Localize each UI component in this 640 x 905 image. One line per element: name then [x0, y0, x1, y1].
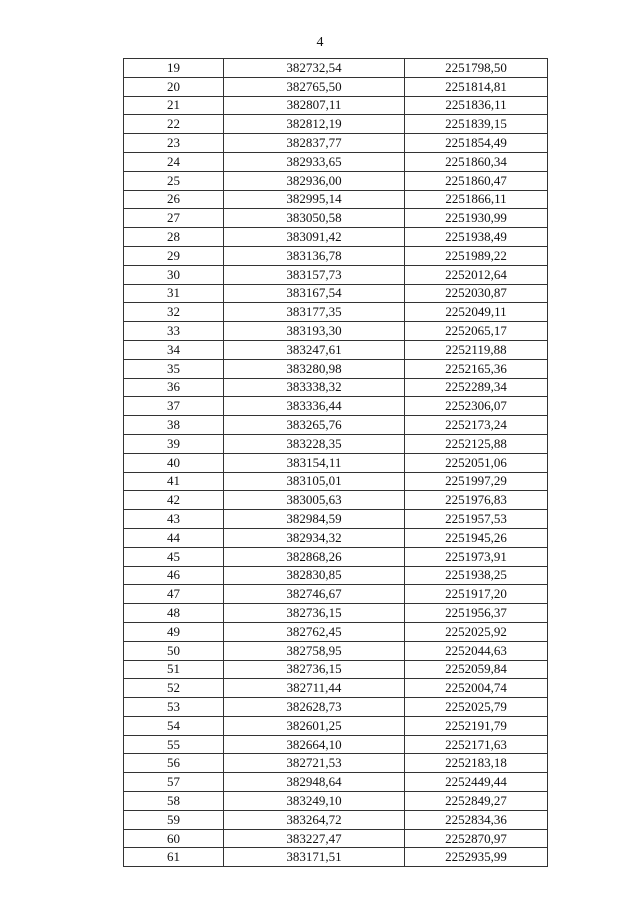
- point-number-cell: 60: [124, 829, 224, 848]
- y-coordinate-cell: 2251957,53: [405, 510, 548, 529]
- table-row: [124, 59, 548, 78]
- y-coordinate-cell: 2252012,64: [405, 265, 548, 284]
- point-number-cell: 26: [124, 190, 224, 209]
- x-coordinate-cell: 382984,59: [224, 510, 405, 529]
- x-coordinate-cell: 382948,64: [224, 773, 405, 792]
- point-number-cell: 54: [124, 716, 224, 735]
- table-row: [124, 660, 548, 679]
- table-row: [124, 434, 548, 453]
- table-row: [124, 228, 548, 247]
- y-coordinate-cell: 2252065,17: [405, 322, 548, 341]
- x-coordinate-cell: 382732,54: [224, 59, 405, 78]
- point-number-cell: 28: [124, 228, 224, 247]
- y-coordinate-cell: 2251956,37: [405, 604, 548, 623]
- point-number-cell: 19: [124, 59, 224, 78]
- point-number-cell: 33: [124, 322, 224, 341]
- point-number-cell: 58: [124, 792, 224, 811]
- table-row: [124, 303, 548, 322]
- y-coordinate-cell: 2252935,99: [405, 848, 548, 867]
- point-number-cell: 46: [124, 566, 224, 585]
- x-coordinate-cell: 383228,35: [224, 434, 405, 453]
- table-row: [124, 829, 548, 848]
- y-coordinate-cell: 2252191,79: [405, 716, 548, 735]
- y-coordinate-cell: 2251930,99: [405, 209, 548, 228]
- point-number-cell: 37: [124, 397, 224, 416]
- y-coordinate-cell: 2251989,22: [405, 246, 548, 265]
- point-number-cell: 55: [124, 735, 224, 754]
- x-coordinate-cell: 382934,32: [224, 528, 405, 547]
- point-number-cell: 25: [124, 171, 224, 190]
- y-coordinate-cell: 2252183,18: [405, 754, 548, 773]
- table-row: [124, 547, 548, 566]
- point-number-cell: 56: [124, 754, 224, 773]
- point-number-cell: 22: [124, 115, 224, 134]
- table-row: [124, 566, 548, 585]
- y-coordinate-cell: 2252051,06: [405, 453, 548, 472]
- x-coordinate-cell: 383265,76: [224, 416, 405, 435]
- x-coordinate-cell: 382807,11: [224, 96, 405, 115]
- y-coordinate-cell: 2251814,81: [405, 77, 548, 96]
- table-row: [124, 209, 548, 228]
- x-coordinate-cell: 383249,10: [224, 792, 405, 811]
- y-coordinate-cell: 2251860,47: [405, 171, 548, 190]
- y-coordinate-cell: 2251973,91: [405, 547, 548, 566]
- table-row: [124, 134, 548, 153]
- x-coordinate-cell: 383177,35: [224, 303, 405, 322]
- x-coordinate-cell: 382721,53: [224, 754, 405, 773]
- x-coordinate-cell: 383247,61: [224, 340, 405, 359]
- y-coordinate-cell: 2251976,83: [405, 491, 548, 510]
- x-coordinate-cell: 382995,14: [224, 190, 405, 209]
- table-row: [124, 810, 548, 829]
- x-coordinate-cell: 382936,00: [224, 171, 405, 190]
- point-number-cell: 43: [124, 510, 224, 529]
- y-coordinate-cell: 2252030,87: [405, 284, 548, 303]
- point-number-cell: 53: [124, 698, 224, 717]
- x-coordinate-cell: 383227,47: [224, 829, 405, 848]
- y-coordinate-cell: 2251917,20: [405, 585, 548, 604]
- coordinates-table-body: [124, 59, 548, 867]
- x-coordinate-cell: 382736,15: [224, 604, 405, 623]
- point-number-cell: 24: [124, 152, 224, 171]
- point-number-cell: 51: [124, 660, 224, 679]
- table-row: [124, 190, 548, 209]
- y-coordinate-cell: 2252004,74: [405, 679, 548, 698]
- x-coordinate-cell: 382933,65: [224, 152, 405, 171]
- point-number-cell: 59: [124, 810, 224, 829]
- table-row: [124, 115, 548, 134]
- point-number-cell: 50: [124, 641, 224, 660]
- x-coordinate-cell: 383050,58: [224, 209, 405, 228]
- x-coordinate-cell: 383157,73: [224, 265, 405, 284]
- y-coordinate-cell: 2252173,24: [405, 416, 548, 435]
- x-coordinate-cell: 383167,54: [224, 284, 405, 303]
- y-coordinate-cell: 2252870,97: [405, 829, 548, 848]
- point-number-cell: 44: [124, 528, 224, 547]
- point-number-cell: 41: [124, 472, 224, 491]
- point-number-cell: 39: [124, 434, 224, 453]
- y-coordinate-cell: 2252025,92: [405, 622, 548, 641]
- point-number-cell: 40: [124, 453, 224, 472]
- point-number-cell: 57: [124, 773, 224, 792]
- x-coordinate-cell: 383336,44: [224, 397, 405, 416]
- table-row: [124, 359, 548, 378]
- point-number-cell: 30: [124, 265, 224, 284]
- table-row: [124, 754, 548, 773]
- y-coordinate-cell: 2252289,34: [405, 378, 548, 397]
- table-row: [124, 96, 548, 115]
- table-row: [124, 378, 548, 397]
- point-number-cell: 31: [124, 284, 224, 303]
- y-coordinate-cell: 2251798,50: [405, 59, 548, 78]
- y-coordinate-cell: 2252849,27: [405, 792, 548, 811]
- point-number-cell: 23: [124, 134, 224, 153]
- point-number-cell: 21: [124, 96, 224, 115]
- y-coordinate-cell: 2252119,88: [405, 340, 548, 359]
- table-row: [124, 416, 548, 435]
- point-number-cell: 32: [124, 303, 224, 322]
- point-number-cell: 45: [124, 547, 224, 566]
- table-row: [124, 397, 548, 416]
- table-row: [124, 246, 548, 265]
- x-coordinate-cell: 382628,73: [224, 698, 405, 717]
- point-number-cell: 61: [124, 848, 224, 867]
- table-row: [124, 472, 548, 491]
- y-coordinate-cell: 2252025,79: [405, 698, 548, 717]
- table-row: [124, 773, 548, 792]
- x-coordinate-cell: 382765,50: [224, 77, 405, 96]
- table-row: [124, 528, 548, 547]
- point-number-cell: 36: [124, 378, 224, 397]
- x-coordinate-cell: 382746,67: [224, 585, 405, 604]
- page-number: 4: [316, 35, 324, 50]
- y-coordinate-cell: 2252049,11: [405, 303, 548, 322]
- x-coordinate-cell: 383171,51: [224, 848, 405, 867]
- x-coordinate-cell: 382601,25: [224, 716, 405, 735]
- x-coordinate-cell: 383338,32: [224, 378, 405, 397]
- x-coordinate-cell: 382736,15: [224, 660, 405, 679]
- point-number-cell: 52: [124, 679, 224, 698]
- y-coordinate-cell: 2251938,25: [405, 566, 548, 585]
- y-coordinate-cell: 2252449,44: [405, 773, 548, 792]
- x-coordinate-cell: 382830,85: [224, 566, 405, 585]
- y-coordinate-cell: 2251836,11: [405, 96, 548, 115]
- table-row: [124, 453, 548, 472]
- x-coordinate-cell: 383005,63: [224, 491, 405, 510]
- x-coordinate-cell: 382664,10: [224, 735, 405, 754]
- table-row: [124, 735, 548, 754]
- table-row: [124, 152, 548, 171]
- y-coordinate-cell: 2251839,15: [405, 115, 548, 134]
- y-coordinate-cell: 2251938,49: [405, 228, 548, 247]
- coordinates-table: [123, 58, 548, 867]
- point-number-cell: 34: [124, 340, 224, 359]
- y-coordinate-cell: 2252306,07: [405, 397, 548, 416]
- x-coordinate-cell: 383280,98: [224, 359, 405, 378]
- x-coordinate-cell: 383091,42: [224, 228, 405, 247]
- table-row: [124, 679, 548, 698]
- y-coordinate-cell: 2251997,29: [405, 472, 548, 491]
- y-coordinate-cell: 2252171,63: [405, 735, 548, 754]
- table-row: [124, 284, 548, 303]
- x-coordinate-cell: 383193,30: [224, 322, 405, 341]
- table-row: [124, 604, 548, 623]
- point-number-cell: 49: [124, 622, 224, 641]
- y-coordinate-cell: 2251945,26: [405, 528, 548, 547]
- x-coordinate-cell: 383264,72: [224, 810, 405, 829]
- point-number-cell: 47: [124, 585, 224, 604]
- table-row: [124, 641, 548, 660]
- table-row: [124, 77, 548, 96]
- point-number-cell: 42: [124, 491, 224, 510]
- x-coordinate-cell: 382762,45: [224, 622, 405, 641]
- table-row: [124, 698, 548, 717]
- table-row: [124, 322, 548, 341]
- point-number-cell: 48: [124, 604, 224, 623]
- table-row: [124, 491, 548, 510]
- point-number-cell: 27: [124, 209, 224, 228]
- x-coordinate-cell: 383154,11: [224, 453, 405, 472]
- y-coordinate-cell: 2252125,88: [405, 434, 548, 453]
- x-coordinate-cell: 383136,78: [224, 246, 405, 265]
- x-coordinate-cell: 382868,26: [224, 547, 405, 566]
- table-row: [124, 716, 548, 735]
- y-coordinate-cell: 2252059,84: [405, 660, 548, 679]
- point-number-cell: 20: [124, 77, 224, 96]
- table-row: [124, 792, 548, 811]
- table-row: [124, 622, 548, 641]
- table-row: [124, 585, 548, 604]
- x-coordinate-cell: 382711,44: [224, 679, 405, 698]
- x-coordinate-cell: 383105,01: [224, 472, 405, 491]
- y-coordinate-cell: 2252165,36: [405, 359, 548, 378]
- table-row: [124, 340, 548, 359]
- y-coordinate-cell: 2251860,34: [405, 152, 548, 171]
- table-row: [124, 265, 548, 284]
- point-number-cell: 35: [124, 359, 224, 378]
- point-number-cell: 38: [124, 416, 224, 435]
- x-coordinate-cell: 382837,77: [224, 134, 405, 153]
- point-number-cell: 29: [124, 246, 224, 265]
- table-row: [124, 171, 548, 190]
- table-row: [124, 848, 548, 867]
- y-coordinate-cell: 2251854,49: [405, 134, 548, 153]
- y-coordinate-cell: 2252044,63: [405, 641, 548, 660]
- table-row: [124, 510, 548, 529]
- y-coordinate-cell: 2252834,36: [405, 810, 548, 829]
- y-coordinate-cell: 2251866,11: [405, 190, 548, 209]
- x-coordinate-cell: 382812,19: [224, 115, 405, 134]
- x-coordinate-cell: 382758,95: [224, 641, 405, 660]
